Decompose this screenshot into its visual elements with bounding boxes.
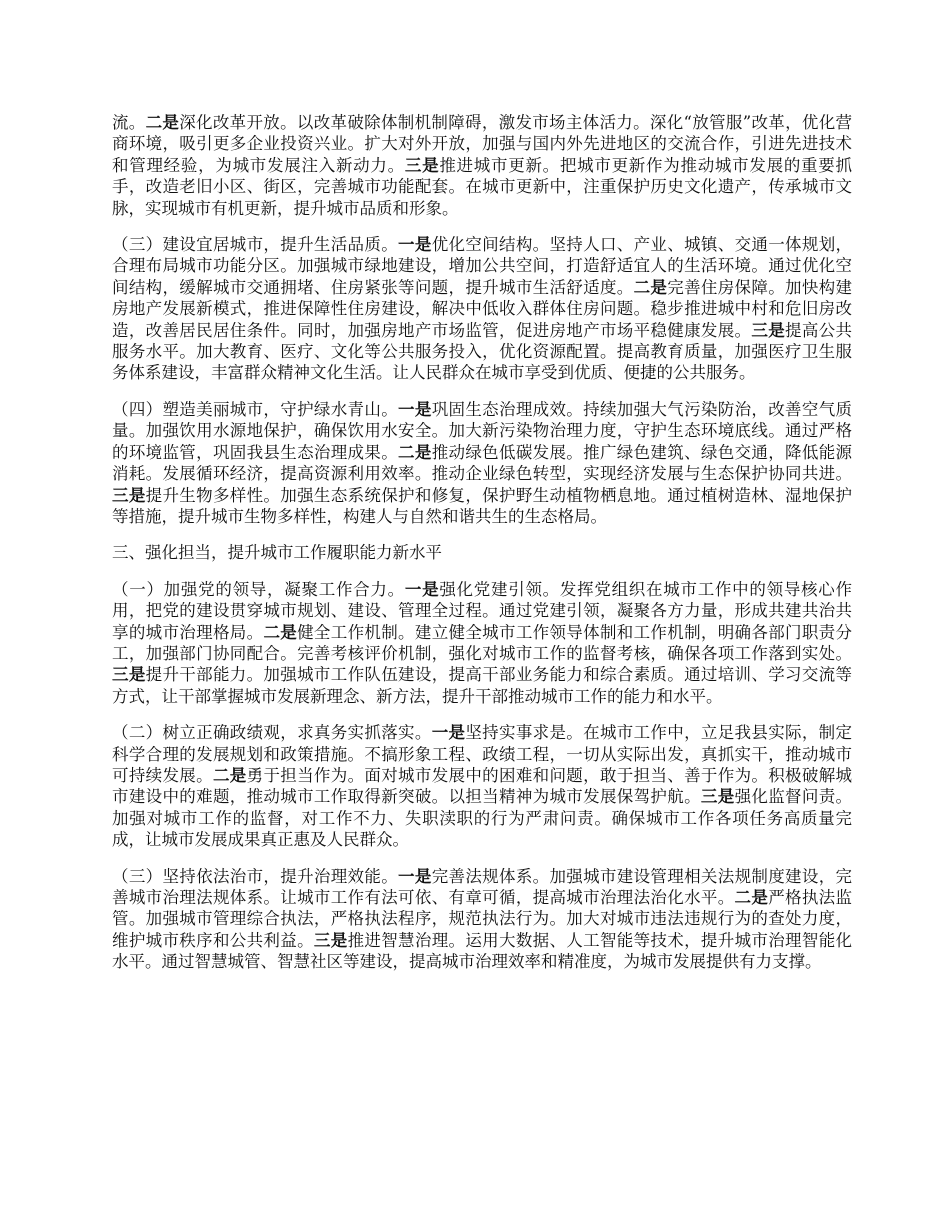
bold-marker: 二是 [633, 277, 668, 297]
bold-marker: 三是 [751, 320, 786, 340]
text-segment: 强化监督问责。加强对城市工作的监督，对工作不力、失职渎职的行为严肃问责。确保城市工作各项任务高质量完成，让城市发展成果真正惠及人民群众。 [112, 787, 853, 850]
text-segment: 推进城市更新。把城市更新作为推动城市发展的重要抓手，改造老旧小区、街区，完善城市功能配套。在城市更新中，注重保护历史文化遗产，传承城市文脉，实现城市有机更新，提升城市品质和形象。 [112, 155, 853, 218]
text-segment: 提升生物多样性。加强生态系统保护和修复，保护野生动植物栖息地。通过植树造林、湿地保护等措施，提升城市生物多样性，构建人与自然和谐共生的生态格局。 [112, 485, 853, 526]
text-segment: 强化党建引领。发挥党组织在城市工作中的领导核心作用，把党的建设贯穿城市规划、建设、管理全过程。通过党建引领，凝聚各方力量，形成共建共治共享的城市治理格局。 [112, 579, 853, 642]
bold-marker: 一是 [431, 723, 466, 743]
text-segment: 勇于担当作为。面对城市发展中的困难和问题，敢于担当、善于作为。积极破解城市建设中的难题，推动城市工作取得新突破。以担当精神为城市发展保驾护航。 [112, 765, 853, 807]
paragraph-reform-and-renewal [112, 112, 852, 219]
text-segment: （三）建设宜居城市，提升生活品质。 [112, 235, 399, 255]
section-heading-three [112, 542, 852, 563]
paragraph-rule-of-law [112, 866, 852, 973]
text-segment: 提高公共服务水平。加大教育、医疗、文化等公共服务投入，优化资源配置。提高教育质量，加强医疗卫生服务体系建设，丰富群众精神文化生活。让人民群众在城市享受到优质、便捷的公共服务。 [112, 320, 853, 383]
text-segment: 健全工作机制。建立健全城市工作领导体制和工作机制，明确各部门职责分工，加强部门协同配合。完善考核评价机制，强化对城市工作的监督考核，确保各项工作落到实处。 [112, 622, 853, 663]
bold-marker: 三是 [700, 787, 735, 807]
bold-marker: 二是 [145, 113, 180, 132]
text-segment: 完善住房保障。加快构建房地产发展新模式，推进保障性住房建设，解决中低收入群体住房问题。稳步推进城中村和危旧房改造，改善居民居住条件。同时，加强房地产市场监管，促进房地产市场平稳健康发展。 [112, 277, 853, 340]
text-segment: 推动绿色低碳发展。推广绿色建筑、绿色交通，降低能源消耗。发展循环经济，提高资源利用效率。推动企业绿色转型，实现经济发展与生态保护协同共进。 [112, 442, 853, 484]
bold-marker: 二是 [212, 765, 247, 785]
paragraph-beautiful-city [112, 399, 852, 527]
bold-marker: 二是 [734, 888, 769, 907]
paragraph-party-leadership [112, 579, 852, 707]
text-segment: 深化改革开放。以改革破除体制机制障碍，激发市场主体活力。深化“放管服”改革，优化营商环境，吸引更多企业投资兴业。扩大对外开放，加强与国内外先进地区的交流合作，引进先进技术和管理经验，为城市发展注入新动力。 [112, 113, 853, 175]
text-segment: 坚持实事求是。在城市工作中，立足我县实际，制定科学合理的发展规划和政策措施。不搞形象工程、政绩工程，一切从实际出发，真抓实干，推动城市可持续发展。 [112, 723, 853, 785]
text-segment: 提升干部能力。加强城市工作队伍建设，提高干部业务能力和综合素质。通过培训、学习交流等方式，让干部掌握城市发展新理念、新方法，提升干部推动城市工作的能力和水平。 [112, 665, 853, 706]
text-segment: （三）坚持依法治市，提升治理效能。 [112, 866, 399, 886]
bold-marker: 二是 [263, 622, 298, 642]
text-segment: 巩固生态治理成效。持续加强大气污染防治，改善空气质量。加强饮用水源地保护，确保饮用水安全。加大新污染物治理力度，守护生态环境底线。通过严格的环境监管，巩固我县生态治理成果。 [112, 399, 853, 462]
text-segment: （四）塑造美丽城市，守护绿水青山。 [112, 399, 399, 419]
text-segment: 严格执法监管。加强城市管理综合执法，严格执法程序，规范执法行为。加大对城市违法违规行为的查处力度，维护城市秩序和公共利益。 [112, 888, 853, 950]
text-segment: 优化空间结构。坚持人口、产业、城镇、交通一体规划，合理布局城市功能分区。加强城市绿地建设，增加公共空间，打造舒适宜人的生活环境。通过优化空间结构，缓解城市交通拥堵、住房紧张等问题，提升城市生活舒适度。 [112, 235, 853, 297]
bold-marker: 三是 [404, 155, 440, 175]
paragraph-performance-view [112, 722, 852, 850]
bold-marker: 二是 [398, 442, 432, 462]
text-segment: 完善法规体系。加强城市建设管理相关法规制度建设，完善城市治理法规体系。让城市工作有法可依、有章可循，提高城市治理法治化水平。 [112, 866, 853, 907]
bold-marker: 一是 [398, 399, 432, 419]
bold-marker: 一是 [398, 866, 432, 886]
text-segment: （二）树立正确政绩观，求真务实抓落实。 [112, 723, 432, 743]
bold-marker: 一是 [404, 579, 440, 599]
bold-marker: 三是 [112, 665, 146, 685]
paragraph-livable-city [112, 234, 852, 384]
text-segment: 流。 [112, 113, 146, 132]
bold-marker: 三是 [313, 930, 348, 950]
text-segment: 推进智慧治理。运用大数据、人工智能等技术，提升城市治理智能化水平。通过智慧城管、智慧社区等建设，提高城市治理效率和精准度，为城市发展提供有力支撑。 [112, 930, 853, 972]
bold-marker: 三是 [112, 485, 146, 505]
bold-marker: 一是 [398, 235, 432, 255]
text-segment: （一）加强党的领导，凝聚工作合力。 [112, 579, 405, 599]
heading-text: 三、强化担当，提升城市工作履职能力新水平 [112, 543, 442, 563]
document-page [112, 112, 852, 988]
